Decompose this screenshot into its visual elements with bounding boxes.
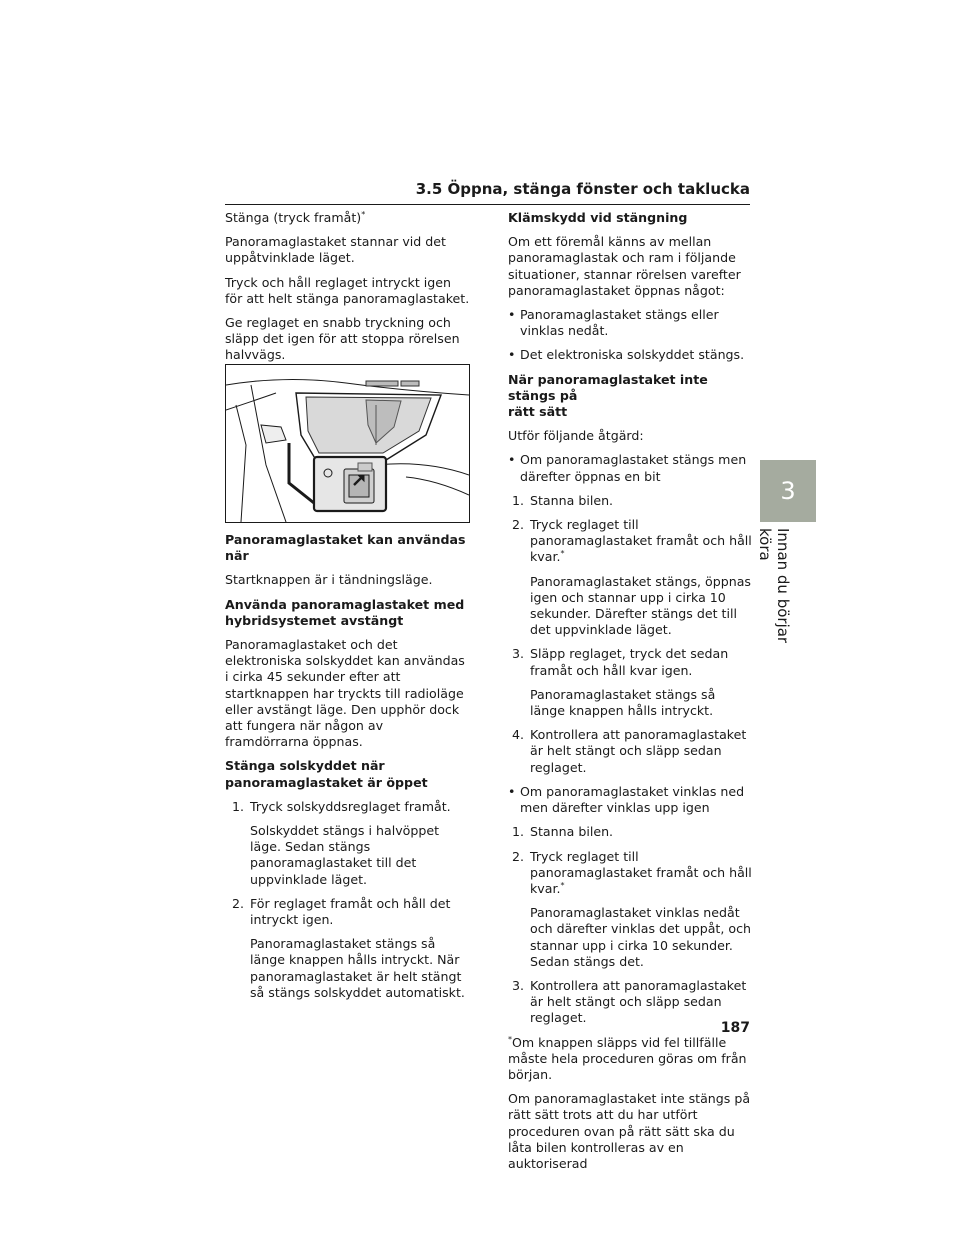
bullet-icon: • [508,347,516,363]
bullet-item: • Om panoramaglastaket stängs men därefter öppnas en bit [508,452,747,484]
section-header [225,180,750,205]
paragraph: Tryck och håll reglaget intryckt igen för att helt stänga panoramaglastaket. [225,274,470,306]
left-column-lower [225,532,470,1009]
paragraph: Panoramaglastaket stannar vid det uppåtvinklade läget. [225,234,446,266]
chapter-title: Innan du börjar köra [756,528,792,644]
footnote-marker: * [560,880,565,890]
bullet-icon: • [508,783,516,799]
list-item: 1. Stanna bilen. [512,492,614,508]
chapter-tab [760,460,816,522]
list-item: 4. Kontrollera att panoramaglastaket är helt stängt och släpp sedan reglaget. [512,727,747,775]
chapter-number: 3 [780,477,796,505]
paragraph: Utför följande åtgärd: [508,428,644,444]
footnote: *Om knappen släpps vid fel tillfälle måste hela proceduren göras om från början. [508,1034,747,1082]
footnote-marker: * [560,549,565,559]
bullet-item: • Det elektroniska solskyddet stängs. [508,347,745,363]
sunroof-switch-illustration [225,364,470,523]
left-column [225,210,470,372]
list-item: 2. Tryck reglaget till panoramaglastaket framåt och håll kvar.* Panoramaglastaket stängs, öppnas igen och stannar upp i cirka 10 sekunder. Därefter stängs det till det uppvinklade läget. [512,517,752,638]
bullet-item: • Panoramaglastaket stängs eller vinklas nedåt. [508,307,719,339]
paragraph: Om ett föremål känns av mellan panoramaglastak och ram i följande situationer, stannar rörelsen varefter panoramaglastaket öppnas något: [508,234,741,298]
bullet-icon: • [508,307,516,323]
bullet-icon: • [508,452,516,468]
paragraph: Panoramaglastaket och det elektroniska solskyddet kan användas i cirka 45 sekunder efter att startknappen har tryckts till radioläge eller avstängt läge. Den upphör dock att fungera när någon av framdörrarna öppnas. [225,637,465,750]
footnote-marker: * [508,1034,512,1044]
list-item: 1. Stanna bilen. [512,824,614,840]
subheading: Stänga solskyddet när panoramaglastaket är öppet [225,758,428,790]
subheading: Panoramaglastaket kan användas när [225,532,466,564]
list-item: 1. Tryck solskyddsreglaget framåt. Solskyddet stängs i halvöppet läge. Sedan stängs panoramaglastaket till det uppvinklade läget. [232,798,451,887]
subheading: När panoramaglastaket inte stängs på rätt sätt [508,371,708,420]
section-title: 3.5 Öppna, stänga fönster och taklucka [415,180,750,198]
footnote-marker: * [361,209,366,219]
paragraph: Om panoramaglastaket inte stängs på rätt sätt trots att du har utfört proceduren ovan på rätt sätt ska du låta bilen kontrolleras av en auktoriserad [508,1091,751,1171]
paragraph: Stänga (tryck framåt)* [225,209,366,225]
page-number: 187 [720,1020,750,1036]
list-item: 3. Släpp reglaget, tryck det sedan framåt och håll kvar igen. Panoramaglastaket stängs så länge knappen hålls intryckt. [512,646,729,719]
subheading: Klämskydd vid stängning [508,210,688,225]
list-item: 2. Tryck reglaget till panoramaglastaket framåt och håll kvar.* Panoramaglastaket vinklas nedåt och därefter vinklas det uppåt, och stannar upp i cirka 10 sekunder. Sedan stängs det. [512,848,752,969]
paragraph: Ge reglaget en snabb tryckning och släpp det igen för att stoppa rörelsen halvvägs. [225,315,460,363]
subheading: Använda panoramaglastaket med hybridsystemet avstängt [225,596,465,628]
paragraph: Startknappen är i tändningsläge. [225,572,433,588]
list-item: 3. Kontrollera att panoramaglastaket är helt stängt och släpp sedan reglaget. [512,977,747,1026]
list-item: 2. För reglaget framåt och håll det intryckt igen. Panoramaglastaket stängs så länge knappen hålls intryckt. När panoramaglastaket är helt stängt så stängs solskyddet automatiskt. [232,895,465,1000]
bullet-item: • Om panoramaglastaket vinklas ned men därefter vinklas upp igen [508,783,745,816]
